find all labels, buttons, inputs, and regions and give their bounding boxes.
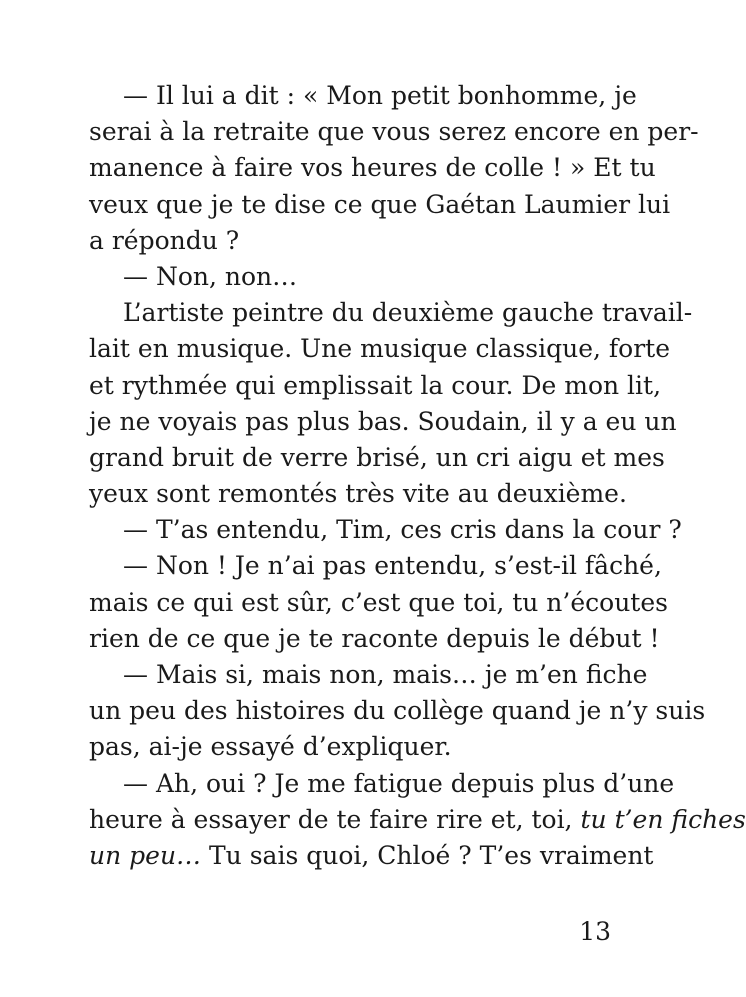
text-line: — Ah, oui ? Je me fatigue depuis plus d’une [123, 768, 675, 798]
text-line: grand bruit de verre brisé, un cri aigu et mes [89, 442, 665, 472]
text-segment: Tu sais quoi, Chloé ? T’es vraiment [201, 840, 654, 870]
text-line: rien de ce que je te raconte depuis le début ! [89, 623, 660, 653]
page-number: 13 [579, 917, 611, 946]
text-line: manence à faire vos heures de colle ! » Et tu [89, 153, 656, 183]
text-line: — T’as entendu, Tim, ces cris dans la cour ? [123, 515, 682, 545]
text-line: serai à la retraite que vous serez encore en per- [89, 117, 699, 147]
text-line: L’artiste peintre du deuxième gauche travail- [123, 298, 693, 328]
text-line: yeux sont remontés très vite au deuxième. [89, 479, 627, 509]
text-line [89, 802, 746, 838]
text-line: pas, ai-je essayé d’expliquer. [89, 732, 452, 762]
text-line: a répondu ? [89, 225, 240, 255]
text-segment: heure à essayer de te faire rire et, toi, [89, 804, 573, 834]
text-line: — Non ! Je n’ai pas entendu, s’est-il fâché, [123, 551, 662, 581]
text-line: lait en musique. Une musique classique, forte [89, 334, 670, 364]
text-line: — Il lui a dit : « Mon petit bonhomme, je [123, 81, 637, 110]
text-line: un peu des histoires du collège quand je n’y suis [89, 696, 706, 726]
text-line: — Non, non… [123, 261, 298, 291]
text-line: et rythmée qui emplissait la cour. De mon lit, [89, 370, 662, 400]
text-line [89, 838, 654, 874]
text-line: je ne voyais pas plus bas. Soudain, il y a eu un [89, 406, 677, 436]
italic-segment: tu t’en fiches [580, 804, 746, 834]
text-line: veux que je te dise ce que Gaétan Laumier lui [89, 189, 671, 219]
body-text [89, 78, 746, 874]
text-line: — Mais si, mais non, mais… je m’en fiche [123, 660, 648, 689]
text-line: mais ce qui est sûr, c’est que toi, tu n’écoutes [89, 587, 668, 617]
italic-segment: un peu… [89, 840, 202, 870]
